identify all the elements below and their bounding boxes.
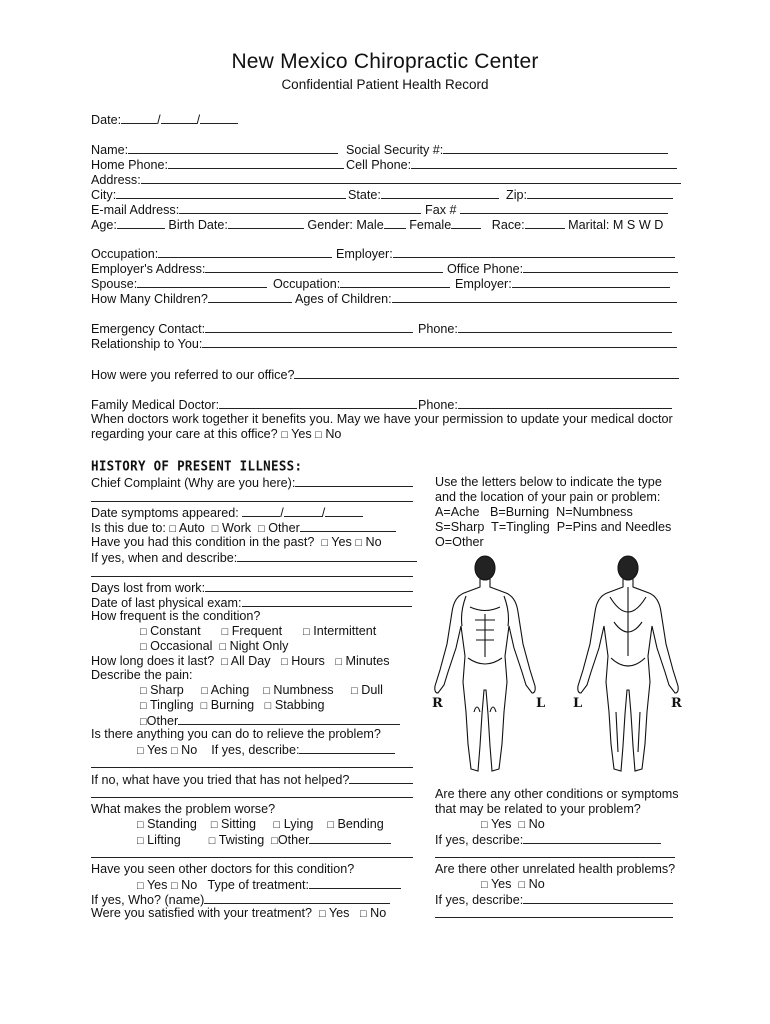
relieve-line-2	[91, 756, 413, 772]
worse-label: What makes the problem worse?	[91, 802, 276, 816]
satisfied-yes-checkbox[interactable]: □	[318, 908, 326, 920]
minutes-label: Minutes	[345, 654, 390, 668]
days-lost-label: Days lost from work:	[91, 581, 206, 595]
fax-field[interactable]	[460, 202, 668, 214]
birth-date-field[interactable]	[228, 217, 304, 229]
state-row	[348, 187, 499, 203]
children-row	[91, 291, 292, 307]
cell-phone-field[interactable]	[411, 157, 677, 169]
body-diagram[interactable]	[430, 552, 690, 782]
spouse-occupation-field[interactable]	[340, 276, 450, 288]
tried-field-2[interactable]	[91, 786, 413, 798]
home-phone-row	[91, 157, 344, 173]
unrelated-describe-field-2[interactable]	[435, 906, 673, 918]
spouse-occupation-label: Occupation:	[273, 277, 341, 291]
address-label: Address:	[91, 173, 141, 187]
all-day-checkbox[interactable]: □	[221, 656, 228, 668]
family-doctor-row	[91, 397, 417, 413]
relieve-label: Is there anything you can do to relieve the problem?	[91, 727, 381, 741]
permission-yes-label: Yes	[291, 427, 312, 441]
other-conditions-no-checkbox[interactable]: □	[518, 819, 526, 831]
referred-row	[91, 367, 679, 383]
page-subtitle: Confidential Patient Health Record	[281, 77, 489, 92]
emergency-phone-row	[418, 321, 672, 337]
had-before-row	[91, 535, 382, 551]
sharp-checkbox[interactable]: □	[140, 685, 147, 697]
had-before-label: Have you had this condition in the past?	[91, 535, 315, 549]
employer-field[interactable]	[393, 246, 675, 258]
who-label: If yes, Who? (name)	[91, 893, 205, 907]
bending-checkbox[interactable]: □	[327, 819, 334, 831]
other-conditions-line-1: Are there any other conditions or symptoms	[435, 787, 679, 801]
relieve-describe-field-2[interactable]	[91, 756, 413, 768]
seen-no-label: No	[181, 878, 198, 892]
birth-date-label: Birth Date:	[168, 218, 228, 232]
city-label: City:	[91, 188, 117, 202]
constant-checkbox[interactable]: □	[140, 626, 147, 638]
legend-line-4: S=Sharp T=Tingling P=Pins and Needles	[435, 520, 672, 534]
back-left-label: L	[573, 696, 583, 711]
satisfied-no-checkbox[interactable]: □	[359, 908, 367, 920]
unrelated-row	[481, 877, 545, 893]
ssn-label: Social Security #:	[346, 143, 444, 157]
lying-checkbox[interactable]: □	[273, 819, 281, 831]
intermittent-checkbox[interactable]: □	[303, 626, 310, 638]
when-describe-line-2	[91, 565, 413, 581]
demographics-row	[91, 217, 663, 233]
unrelated-label: Are there other unrelated health problems?	[435, 862, 676, 876]
night-only-checkbox[interactable]: □	[219, 641, 227, 653]
chief-complaint-field[interactable]	[295, 475, 413, 487]
office-phone-field[interactable]	[523, 261, 678, 273]
home-phone-field[interactable]	[168, 157, 344, 169]
name-label: Name:	[91, 143, 129, 157]
history-heading: HISTORY OF PRESENT ILLNESS:	[91, 457, 303, 474]
dull-checkbox[interactable]: □	[351, 685, 358, 697]
state-label: State:	[348, 188, 381, 202]
satisfied-no-label: No	[370, 906, 387, 920]
employer-row	[336, 246, 675, 262]
hours-label: Hours	[291, 654, 325, 668]
occasional-label: Occasional	[150, 639, 213, 653]
other-conditions-describe-label: If yes, describe:	[435, 833, 524, 847]
other-conditions-line-3	[435, 846, 675, 862]
date-appeared-month[interactable]	[242, 505, 280, 517]
satisfied-yes-label: Yes	[328, 906, 350, 920]
family-doctor-phone-label: Phone:	[418, 398, 458, 412]
twisting-label: Twisting	[218, 833, 265, 847]
date-day-field[interactable]	[161, 112, 197, 124]
spouse-occupation-row	[273, 276, 450, 292]
city-field[interactable]	[116, 187, 346, 199]
standing-checkbox[interactable]: □	[137, 819, 144, 831]
relieve-yes-checkbox[interactable]: □	[137, 745, 144, 757]
intermittent-label: Intermittent	[313, 624, 377, 638]
occasional-checkbox[interactable]: □	[140, 641, 147, 653]
unrelated-yes-checkbox[interactable]: □	[481, 879, 488, 891]
spouse-field[interactable]	[137, 276, 267, 288]
tried-field[interactable]	[349, 772, 413, 784]
frequent-label: Frequent	[231, 624, 283, 638]
bending-label: Bending	[337, 817, 384, 831]
sharp-label: Sharp	[150, 683, 184, 697]
lifting-checkbox[interactable]: □	[137, 835, 144, 847]
permission-text-2: regarding your care at this office?	[91, 427, 278, 441]
emergency-phone-label: Phone:	[418, 322, 458, 336]
dull-label: Dull	[361, 683, 383, 697]
zip-label: Zip:	[506, 188, 527, 202]
numbness-checkbox[interactable]: □	[263, 685, 270, 697]
other-worse-checkbox[interactable]: □	[271, 835, 278, 847]
numbness-label: Numbness	[273, 683, 334, 697]
days-lost-field[interactable]	[205, 580, 413, 592]
minutes-checkbox[interactable]: □	[335, 656, 342, 668]
zip-row	[506, 187, 673, 203]
race-field[interactable]	[525, 217, 565, 229]
when-describe-field[interactable]	[237, 550, 417, 562]
email-row	[91, 202, 421, 218]
children-field[interactable]	[208, 291, 292, 303]
lying-label: Lying	[283, 817, 314, 831]
had-before-no-checkbox[interactable]: □	[355, 537, 362, 549]
relieve-describe-field[interactable]	[299, 742, 395, 754]
other-conditions-row	[481, 817, 545, 833]
burning-checkbox[interactable]: □	[200, 700, 208, 712]
relationship-field[interactable]	[202, 336, 677, 348]
email-field[interactable]	[179, 202, 421, 214]
seen-no-checkbox[interactable]: □	[170, 880, 178, 892]
due-to-auto-label: Auto	[178, 521, 205, 535]
unrelated-yes-label: Yes	[490, 877, 512, 891]
referred-label: How were you referred to our office?	[91, 368, 295, 382]
other-conditions-describe-field-2[interactable]	[435, 846, 675, 858]
twisting-checkbox[interactable]: □	[208, 835, 216, 847]
frequency-row-1	[140, 624, 376, 640]
ages-children-field[interactable]	[392, 291, 677, 303]
relieve-no-label: No	[181, 743, 198, 757]
date-year-field[interactable]	[200, 112, 238, 124]
spouse-row	[91, 276, 267, 292]
relieve-yes-label: Yes	[146, 743, 168, 757]
age-label: Age:	[91, 218, 117, 232]
chief-complaint-line-2	[91, 490, 413, 506]
other-conditions-yes-label: Yes	[490, 817, 512, 831]
name-row	[91, 142, 338, 158]
date-label: Date:	[91, 113, 122, 127]
page-title: New Mexico Chiropractic Center	[231, 50, 539, 73]
had-before-yes-label: Yes	[331, 535, 352, 549]
permission-text-1: When doctors work together it benefits you. May we have your permission to update your medical doctor	[91, 412, 673, 426]
date-appeared-year[interactable]	[325, 505, 363, 517]
age-field[interactable]	[117, 217, 165, 229]
relationship-row	[91, 336, 677, 352]
frequent-checkbox[interactable]: □	[221, 626, 229, 638]
had-before-yes-checkbox[interactable]: □	[321, 537, 328, 549]
cell-phone-row	[346, 157, 677, 173]
chief-complaint-row	[91, 475, 413, 491]
stabbing-checkbox[interactable]: □	[264, 700, 272, 712]
other-conditions-yes-checkbox[interactable]: □	[481, 819, 488, 831]
race-label: Race:	[491, 218, 525, 232]
date-appeared-day[interactable]	[284, 505, 322, 517]
children-label: How Many Children?	[91, 292, 208, 306]
family-doctor-label: Family Medical Doctor:	[91, 398, 220, 412]
night-only-label: Night Only	[229, 639, 289, 653]
had-before-no-label: No	[365, 535, 382, 549]
pain-row-2	[140, 698, 325, 714]
zip-field[interactable]	[527, 187, 673, 199]
type-treatment-field[interactable]	[309, 877, 401, 889]
referred-field[interactable]	[294, 367, 679, 379]
unrelated-describe-field[interactable]	[523, 892, 673, 904]
days-lost-row	[91, 580, 413, 596]
type-treatment-label: Type of treatment:	[207, 878, 310, 892]
email-label: E-mail Address:	[91, 203, 180, 217]
fax-row	[425, 202, 668, 218]
other-pain-field[interactable]	[178, 713, 400, 725]
seen-yes-checkbox[interactable]: □	[137, 880, 144, 892]
relieve-no-checkbox[interactable]: □	[170, 745, 178, 757]
last-exam-field[interactable]	[242, 595, 412, 607]
back-body-figure[interactable]	[578, 556, 678, 771]
date-row: Date: / /	[91, 112, 238, 128]
unrelated-describe-label: If yes, describe:	[435, 893, 524, 907]
legend-line-5: O=Other	[435, 535, 484, 549]
permission-yes-checkbox[interactable]: □	[281, 429, 288, 441]
family-doctor-field[interactable]	[219, 397, 417, 409]
permission-no-label: No	[325, 427, 342, 441]
employer-address-field[interactable]	[205, 261, 443, 273]
other-conditions-describe-field[interactable]	[523, 832, 661, 844]
how-long-label: How long does it last?	[91, 654, 215, 668]
front-right-label: R	[432, 696, 443, 711]
unrelated-line-2	[435, 906, 673, 922]
ssn-field[interactable]	[443, 142, 668, 154]
address-field[interactable]	[141, 172, 681, 184]
how-frequent-label: How frequent is the condition?	[91, 609, 261, 623]
legend-line-2: and the location of your pain or problem:	[435, 490, 661, 504]
unrelated-no-label: No	[528, 877, 545, 891]
other-worse-field[interactable]	[309, 832, 391, 844]
other-conditions-line-2: that may be related to your problem?	[435, 802, 641, 816]
describe-pain-label: Describe the pain:	[91, 668, 193, 682]
other-conditions-no-label: No	[528, 817, 545, 831]
marital-label[interactable]: Marital: M S W D	[568, 218, 664, 232]
gender-male-label: Gender: Male	[307, 218, 384, 232]
tried-label: If no, what have you tried that has not helped?	[91, 773, 350, 787]
occupation-field[interactable]	[158, 246, 332, 258]
when-describe-row	[91, 550, 417, 566]
emergency-phone-field[interactable]	[458, 321, 672, 333]
city-row	[91, 187, 346, 203]
due-to-work-checkbox[interactable]: □	[211, 523, 219, 535]
cell-phone-label: Cell Phone:	[346, 158, 412, 172]
home-phone-label: Home Phone:	[91, 158, 169, 172]
address-row	[91, 172, 681, 188]
emergency-contact-label: Emergency Contact:	[91, 322, 206, 336]
date-appeared-row: Date symptoms appeared: / /	[91, 505, 363, 521]
due-to-other-field[interactable]	[300, 520, 396, 532]
permission-row	[91, 427, 341, 443]
seen-doctors-label: Have you seen other doctors for this condition?	[91, 862, 355, 876]
legend-line-1: Use the letters below to indicate the type	[435, 475, 662, 489]
ages-children-label: Ages of Children:	[295, 292, 392, 306]
aching-checkbox[interactable]: □	[201, 685, 208, 697]
spouse-employer-label: Employer:	[455, 277, 512, 291]
spouse-employer-field[interactable]	[512, 276, 670, 288]
worse-line-3	[91, 846, 413, 862]
all-day-label: All Day	[230, 654, 271, 668]
tingling-checkbox[interactable]: □	[140, 700, 147, 712]
gender-female-label: Female	[409, 218, 452, 232]
emergency-contact-row	[91, 321, 413, 337]
frequency-row-2	[140, 639, 288, 655]
relationship-label: Relationship to You:	[91, 337, 203, 351]
emergency-contact-field[interactable]	[205, 321, 413, 333]
other-worse-label: Other	[277, 833, 310, 847]
other-pain-label: Other	[146, 714, 179, 728]
front-body-figure[interactable]	[435, 556, 535, 771]
last-exam-label: Date of last physical exam:	[91, 596, 242, 610]
lifting-label: Lifting	[147, 833, 181, 847]
family-doctor-phone-field[interactable]	[458, 397, 672, 409]
worse-row-1	[137, 817, 384, 833]
ssn-row	[346, 142, 668, 158]
satisfied-row	[91, 906, 386, 922]
occupation-label: Occupation:	[91, 247, 159, 261]
spouse-label: Spouse:	[91, 277, 138, 291]
other-pain-checkbox[interactable]: □	[140, 716, 147, 728]
stabbing-label: Stabbing	[274, 698, 325, 712]
tried-line-2	[91, 786, 413, 802]
permission-no-checkbox[interactable]: □	[315, 429, 322, 441]
name-field[interactable]	[128, 142, 338, 154]
office-phone-label: Office Phone:	[447, 262, 524, 276]
gender-female-field[interactable]	[451, 217, 481, 229]
back-right-label: R	[671, 696, 682, 711]
worse-field-2[interactable]	[91, 846, 413, 858]
due-to-auto-checkbox[interactable]: □	[169, 523, 177, 535]
front-left-label: L	[536, 696, 546, 711]
tingling-label: Tingling	[149, 698, 194, 712]
burning-label: Burning	[210, 698, 255, 712]
occupation-row	[91, 246, 332, 262]
when-describe-field-2[interactable]	[91, 565, 413, 577]
who-field[interactable]	[204, 892, 390, 904]
fax-label: Fax #	[425, 203, 457, 217]
gender-male-field[interactable]	[384, 217, 406, 229]
family-doctor-phone-row	[418, 397, 672, 413]
due-to-label: Is this due to:	[91, 521, 166, 535]
seen-yes-label: Yes	[146, 878, 168, 892]
unrelated-no-checkbox[interactable]: □	[518, 879, 526, 891]
chief-complaint-field-2[interactable]	[91, 490, 413, 502]
pain-row-1	[140, 683, 383, 699]
employer-address-label: Employer's Address:	[91, 262, 206, 276]
relieve-describe-label: If yes, describe:	[211, 743, 300, 757]
standing-label: Standing	[147, 817, 197, 831]
legend-line-3: A=Ache B=Burning N=Numbness	[435, 505, 633, 519]
date-appeared-label: Date symptoms appeared:	[91, 506, 239, 520]
state-field[interactable]	[381, 187, 499, 199]
satisfied-label: Were you satisfied with your treatment?	[91, 906, 312, 920]
due-to-work-label: Work	[221, 521, 252, 535]
date-month-field[interactable]	[121, 112, 157, 124]
due-to-other-label: Other	[268, 521, 300, 535]
office-phone-row	[447, 261, 678, 277]
constant-label: Constant	[150, 624, 201, 638]
employer-address-row	[91, 261, 443, 277]
sitting-label: Sitting	[221, 817, 257, 831]
aching-label: Aching	[210, 683, 250, 697]
chief-complaint-label: Chief Complaint (Why are you here):	[91, 476, 296, 490]
sitting-checkbox[interactable]: □	[210, 819, 218, 831]
due-to-other-checkbox[interactable]: □	[258, 523, 265, 535]
ages-children-row	[295, 291, 677, 307]
spouse-employer-row	[455, 276, 670, 292]
hours-checkbox[interactable]: □	[281, 656, 288, 668]
employer-label: Employer:	[336, 247, 393, 261]
when-describe-label: If yes, when and describe:	[91, 551, 238, 565]
